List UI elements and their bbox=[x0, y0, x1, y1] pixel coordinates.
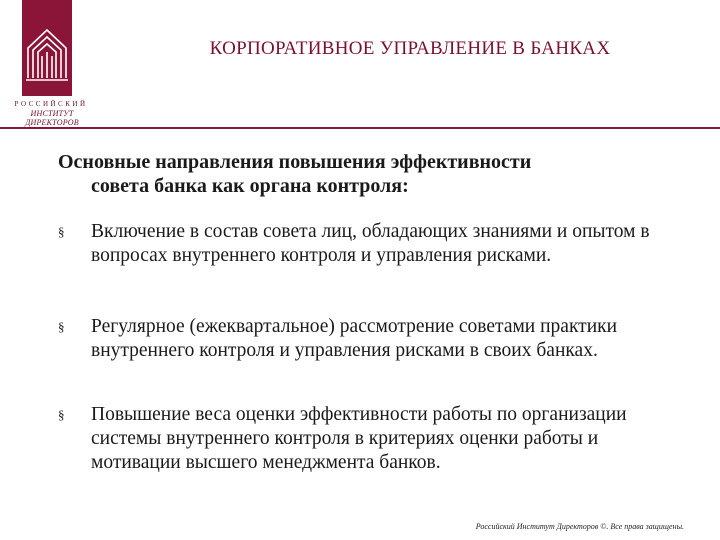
bullet-marker-icon: § bbox=[58, 319, 65, 334]
list-item bbox=[58, 220, 678, 268]
logo-text-line2: ИНСТИТУТ ДИРЕКТОРОВ bbox=[25, 109, 79, 127]
list-item-text: Регулярное (ежеквартальное) рассмотрение советами практики внутреннего контроля и управления рисками в своих банках. bbox=[91, 316, 618, 361]
header-divider bbox=[0, 127, 720, 129]
section-heading-line2: совета банка как органа контроля: bbox=[91, 175, 409, 197]
building-logo-icon bbox=[22, 0, 72, 96]
copyright-footer: Российский Институт Директоров ©. Все права защищены. bbox=[475, 522, 684, 531]
section-heading-line1: Основные направления повышения эффективности bbox=[58, 151, 532, 173]
list-item-text: Включение в состав совета лиц, обладающих знаниями и опытом в вопросах внутреннего контроля и управления рисками. bbox=[91, 221, 650, 266]
list-item-text: Повышение веса оценки эффективности работы по организации системы внутреннего контроля в критериях оценки работы и мотивации высшего менеджмента банков. bbox=[91, 404, 627, 473]
logo-text-line1: РОССИЙСКИЙ bbox=[14, 100, 88, 108]
bullet-marker-icon: § bbox=[58, 407, 65, 422]
section-heading bbox=[58, 150, 678, 198]
bullet-marker-icon: § bbox=[58, 224, 65, 239]
page-title: КОРПОРАТИВНОЕ УПРАВЛЕНИЕ В БАНКАХ bbox=[209, 38, 611, 59]
logo bbox=[22, 0, 72, 96]
list-item bbox=[58, 403, 678, 475]
list-item bbox=[58, 315, 678, 363]
